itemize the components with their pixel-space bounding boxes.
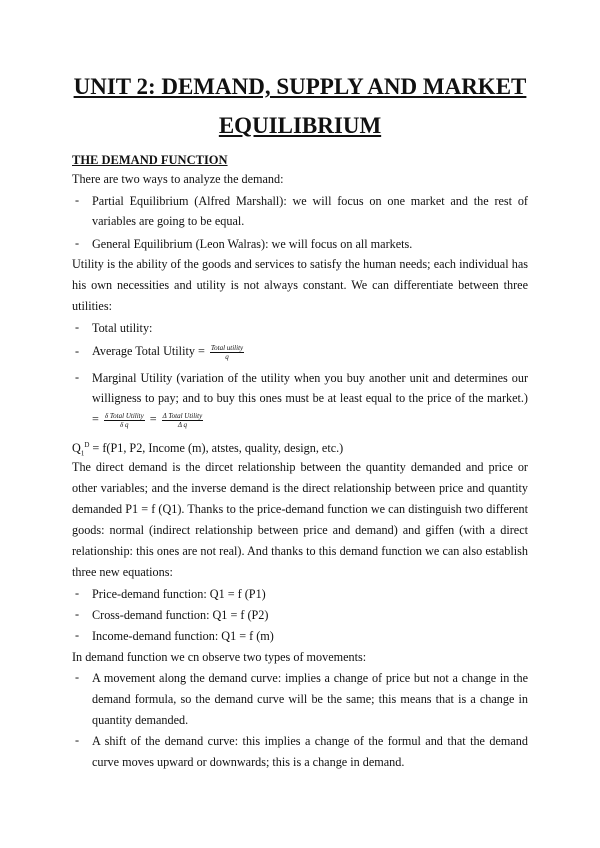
- direct-demand-line-5: relationship: this ones are not real). And thanks to this demand function we can also establish: [72, 544, 528, 558]
- marginal-utility-formula: [92, 408, 205, 430]
- bullet-dash: -: [75, 607, 80, 621]
- bullet-dash: -: [75, 733, 80, 747]
- marginal-utility-line-1: Marginal Utility (variation of the utility when you buy another unit and determines our: [92, 371, 528, 385]
- income-demand-function: Income-demand function: Q1 = f (m): [92, 629, 274, 643]
- q-superscript: D: [84, 441, 90, 449]
- equals-sign: =: [149, 412, 157, 426]
- section-heading: THE DEMAND FUNCTION: [72, 153, 228, 167]
- q-base: Q: [72, 441, 81, 456]
- fraction-denominator: δ q: [120, 420, 129, 429]
- movement-along-line-2: demand formula, so the demand curve will be the same; this means that is a change in: [92, 692, 528, 706]
- demand-function-formula: [72, 437, 343, 462]
- bullet-general: General Equilibrium (Leon Walras): we will focus on all markets.: [92, 237, 413, 251]
- bullet-total-utility: Total utility:: [92, 321, 153, 335]
- q-subscript: 1: [80, 449, 85, 458]
- bullet-dash: -: [75, 586, 80, 600]
- movement-along-line-1: A movement along the demand curve: implies a change of price but not a change in the: [92, 671, 528, 685]
- utility-paragraph-line-1: Utility is the ability of the goods and services to satisfy the human needs; each individual has: [72, 257, 528, 271]
- bullet-dash: -: [75, 670, 80, 684]
- cross-demand-function: Cross-demand function: Q1 = f (P2): [92, 608, 269, 622]
- utility-paragraph-line-2: his own necessities and utility is not always constant. We can differentiate between three: [72, 278, 528, 292]
- marginal-utility-line-2: willigness to pay; and to buy this ones must be at least equal to the price of the market.): [92, 391, 528, 405]
- price-demand-function: Price-demand function: Q1 = f (P1): [92, 587, 266, 601]
- bullet-partial-line-1: Partial Equilibrium (Alfred Marshall): we will focus on one market and the rest of: [92, 194, 528, 208]
- bullet-partial-line-2: variables are going to be equal.: [92, 214, 245, 228]
- direct-demand-line-6: three new equations:: [72, 565, 173, 579]
- shift-demand-line-2: curve moves upward or downwards; this is a change in demand.: [92, 755, 405, 769]
- equals-sign: =: [92, 412, 99, 426]
- marginal-fraction-delta: [104, 412, 145, 429]
- page-title-line-1: UNIT 2: DEMAND, SUPPLY AND MARKET: [73, 74, 527, 99]
- fraction-numerator: Δ Total Utility: [162, 411, 203, 420]
- marginal-fraction-increment: [162, 412, 204, 429]
- intro-paragraph: There are two ways to analyze the demand:: [72, 172, 284, 186]
- bullet-dash: -: [75, 193, 80, 207]
- bullet-dash: -: [75, 320, 80, 334]
- bullet-average-utility: [92, 340, 246, 362]
- fraction-denominator: Δ q: [177, 420, 188, 429]
- average-utility-fraction: [210, 344, 244, 361]
- movement-along-line-3: quantity demanded.: [92, 713, 189, 727]
- fraction-numerator: δ Total Utility: [104, 411, 144, 420]
- bullet-dash: -: [75, 370, 80, 384]
- average-utility-label: Average Total Utility =: [92, 344, 205, 358]
- bullet-dash: -: [75, 628, 80, 642]
- direct-demand-line-1: The direct demand is the dircet relationship between the quantity demanded and price or: [72, 460, 528, 474]
- fraction-denominator: q: [225, 352, 229, 361]
- direct-demand-line-4: goods: normal (indirect relationship between price and demand) and giffen (with a direct: [72, 523, 528, 537]
- utility-paragraph-line-3: utilities:: [72, 299, 112, 313]
- fraction-numerator: Total utility: [210, 343, 244, 352]
- bullet-dash: -: [75, 344, 80, 358]
- formula-rest: = f(P1, P2, Income (m), atstes, quality, design, etc.): [89, 441, 344, 456]
- bullet-dash: -: [75, 236, 80, 250]
- movements-paragraph: In demand function we cn observe two types of movements:: [72, 650, 367, 664]
- shift-demand-line-1: A shift of the demand curve: this implies a change of the formul and that the demand: [92, 734, 528, 748]
- page-title-line-2: EQUILIBRIUM: [218, 113, 382, 138]
- direct-demand-line-2: other variables; and the inverse demand is the direct relationship between price and quantity: [72, 481, 528, 495]
- direct-demand-line-3: demanded P1 = f (Q1). Thanks to the price-demand function we can distinguish two different: [72, 502, 528, 516]
